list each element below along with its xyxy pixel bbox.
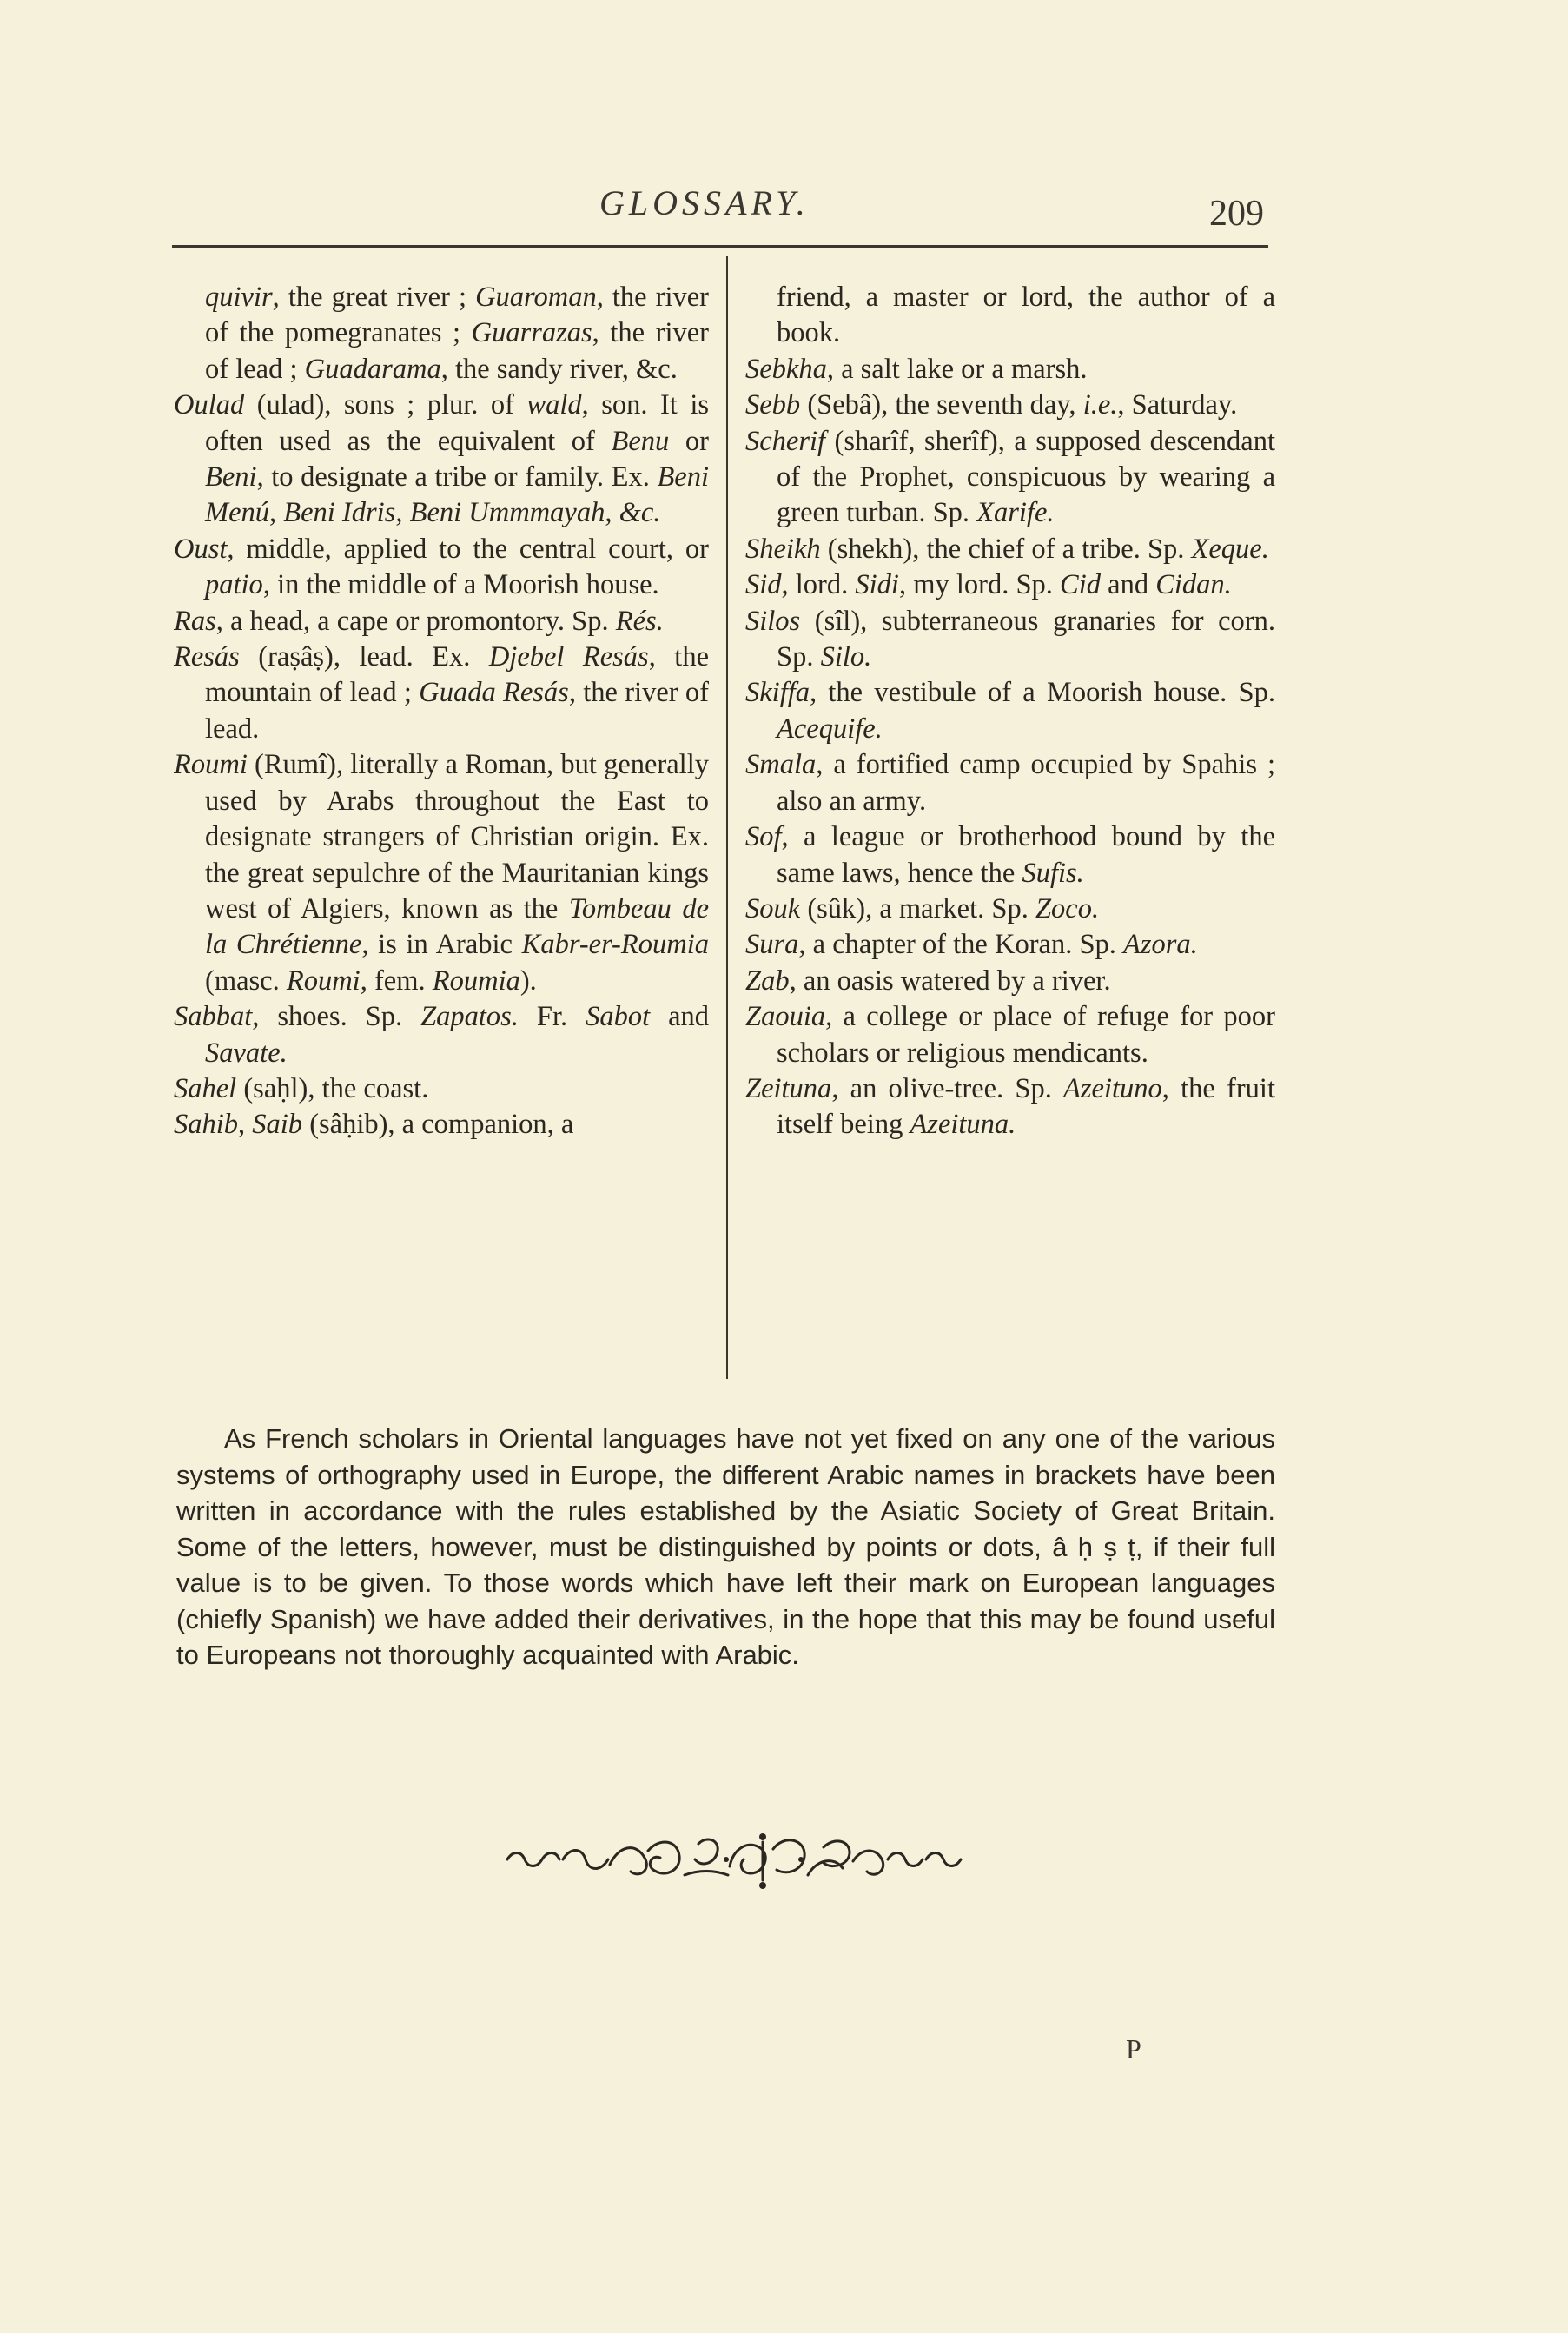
note-paragraph: As French scholars in Oriental languages have not yet fixed on any one of the various systems of orthography used in Europe, the different Arabic names in brackets have been written in accordance with the rules established by the Asiatic Society of Great Britain. Some of the letters, however, must be distinguished by points or dots, â ḥ ṣ ṭ, if their full value is to be given. To those words which have left their mark on European languages (chiefly Spanish) we have added their derivatives, in the hope that this may be found useful to Europeans not thoroughly acquainted with Arabic. [176,1423,1275,1670]
glossary-term: Roumi [286,964,361,997]
glossary-definition: , [605,497,619,529]
glossary-term: Zaouia [745,1001,826,1033]
decorative-flourish [502,1825,968,1894]
glossary-entry [745,567,1275,603]
glossary-term: Resás [174,641,240,673]
glossary-definition: (shekh), the chief of a tribe. Sp. [820,533,1192,565]
glossary-term: Sura [745,929,799,961]
glossary-term: Sid [745,569,782,601]
glossary-term: Roumi [174,749,248,781]
glossary-term: Guadarama [304,353,441,385]
glossary-definition: Fr. [518,1001,586,1033]
glossary-term: Beni Menú [205,461,709,529]
glossary-definition: (Sebâ), the seventh day, [800,389,1083,421]
glossary-definition: , a college or place of refuge for poor scholars or religious mendicants. [777,1001,1275,1069]
glossary-term: Ras [174,605,216,637]
glossary-definition: , an oasis watered by a river. [789,964,1111,997]
page-number: 209 [1209,194,1264,234]
glossary-definition: , the fruit itself being [777,1072,1275,1141]
glossary-entry [745,1071,1275,1143]
glossary-definition: friend, a master or lord, the author of a book. [777,282,1275,349]
glossary-entry [745,352,1275,388]
glossary-term: Savate. [205,1037,288,1069]
glossary-term: Sabbat [174,1001,253,1033]
glossary-entry [174,999,709,1071]
glossary-definition: and [650,1001,710,1033]
glossary-term: Sebkha [745,353,827,385]
glossary-term: Sahel [174,1072,237,1104]
glossary-definition: , a salt lake or a marsh. [826,353,1088,385]
glossary-definition: , the mountain of lead ; [205,641,709,709]
glossary-term: Azeituna. [910,1109,1016,1141]
glossary-definition: ). [519,964,537,997]
glossary-entry [174,1107,709,1143]
glossary-definition: and [1101,569,1156,601]
glossary-definition: , a fortified camp occupied by Spahis ; also an army. [777,749,1275,817]
glossary-term: Sebb [745,389,801,421]
glossary-term: Djebel Resás [488,641,649,673]
glossary-term: Zeituna [745,1072,832,1104]
glossary-entry [745,424,1275,532]
glossary-term: Beni [205,461,257,494]
glossary-term: Oulad [174,389,245,421]
glossary-term: Rés. [615,605,664,637]
glossary-definition: , [238,1109,253,1141]
glossary-entry [745,747,1275,819]
glossary-definition: , a chapter of the Koran. Sp. [798,929,1124,961]
glossary-definition: (sîl), subterraneous granaries for corn. Sp. [777,605,1275,673]
glossary-entry [745,675,1275,747]
glossary-term: Sof [745,821,782,853]
glossary-term: Zoco. [1035,892,1100,925]
glossary-term: Smala [745,749,817,781]
glossary-definition: , the river of lead ; [205,317,709,385]
glossary-entry [174,1071,709,1107]
glossary-term: Oust [174,533,228,565]
glossary-definition: (sâḥib), a companion, a [302,1109,574,1141]
glossary-definition: , the river of the pomegranates ; [205,282,709,349]
glossary-definition: , a head, a cape or promontory. Sp. [215,605,616,637]
glossary-definition: , shoes. Sp. [252,1001,421,1033]
glossary-term: Sufis. [1022,857,1084,889]
glossary-definition: (ulad), sons ; plur. of [244,389,527,421]
glossary-term: &c. [619,497,661,529]
glossary-term: Xeque. [1191,533,1269,565]
glossary-left-column [174,280,709,1143]
glossary-term: patio [205,569,263,601]
glossary-definition: , in the middle of a Moorish house. [262,569,659,601]
glossary-entry [745,964,1275,999]
glossary-term: Zapatos. [420,1001,519,1033]
glossary-definition: , my lord. Sp. [898,569,1061,601]
glossary-entry [745,819,1275,891]
glossary-term: Scherif [745,425,826,457]
glossary-definition: (sharîf, sherîf), a supposed descendant of the Prophet, conspicuous by wearing a green turban. Sp. [777,425,1275,529]
glossary-entry [174,532,709,604]
glossary-entry [174,280,709,388]
glossary-definition: (saḥl), the coast. [236,1072,429,1104]
glossary-definition: or [669,425,709,457]
glossary-entry [745,532,1275,567]
glossary-entry [745,280,1275,352]
glossary-definition: , the river of lead. [205,677,709,745]
glossary-term: Cidan. [1155,569,1232,601]
transliteration-note [176,1421,1275,1674]
glossary-term: Beni Idris [283,497,396,529]
glossary-term: Tombeau de la Chrétienne [205,892,709,961]
glossary-definition: (sûk), a market. Sp. [800,892,1035,925]
glossary-entry [745,388,1275,423]
glossary-term: Sidi [855,569,899,601]
glossary-term: Roumia [432,964,520,997]
glossary-term: Guada Resás [419,677,569,709]
header-rule [172,245,1268,248]
running-title: GLOSSARY. [599,183,810,222]
glossary-term: Beni Ummmayah [409,497,605,529]
glossary-definition: , the great river ; [272,282,476,313]
glossary-entry [745,891,1275,927]
glossary-definition: , the sandy river, &c. [440,353,678,385]
glossary-entry [745,927,1275,963]
glossary-entry [745,999,1275,1071]
glossary-definition: , to designate a tribe or family. Ex. [256,461,658,494]
glossary-term: wald [526,389,582,421]
glossary-term: Cid [1060,569,1102,601]
glossary-term: Sheikh [745,533,821,565]
glossary-definition: , a league or brotherhood bound by the same laws, hence the [777,821,1275,889]
glossary-term: Azeituno [1063,1072,1162,1104]
glossary-definition: , [395,497,410,529]
glossary-term: Benu [611,425,670,457]
glossary-term: Azora. [1123,929,1198,961]
glossary-definition: , middle, applied to the central court, or [227,533,709,565]
glossary-definition: (masc. [205,964,287,997]
signature-mark: P [1126,2033,1141,2065]
glossary-entry [174,388,709,532]
glossary-term: Sahib [174,1109,239,1141]
glossary-term: Zab [745,964,790,997]
column-divider [726,256,728,1379]
glossary-entry [174,640,709,747]
glossary-right-column [745,280,1275,1143]
glossary-term: Souk [745,892,801,925]
glossary-definition: , an olive-tree. Sp. [831,1072,1064,1104]
glossary-definition: (raṣâṣ), lead. Ex. [239,641,489,673]
glossary-definition: , lord. [781,569,856,601]
glossary-definition: , is in Arabic [361,929,522,961]
glossary-term: Silos [745,605,801,637]
glossary-definition: , the vestibule of a Moorish house. Sp. [810,677,1275,709]
glossary-term: Saib [252,1109,303,1141]
glossary-definition: , Saturday. [1117,389,1238,421]
glossary-definition: (Rumî), literally a Roman, but generally used by Arabs throughout the East to designate strangers of Christian origin. Ex. the great sepulchre of the Mauritanian kings west of Algiers, known as the [205,749,709,925]
glossary-definition: , fem. [360,964,433,997]
glossary-entry [174,604,709,640]
glossary-term: Acequife. [777,712,883,745]
glossary-term: i.e. [1082,389,1118,421]
glossary-term: quivir [205,282,273,313]
glossary-term: Sabot [586,1001,651,1033]
glossary-term: Guarrazas [471,317,592,349]
glossary-entry [745,604,1275,676]
glossary-definition: , [269,497,284,529]
glossary-definition: , son. It is often used as the equivalent of [205,389,709,457]
glossary-term: Skiffa [745,677,810,709]
glossary-term: Xarife. [976,497,1055,529]
glossary-term: Silo. [820,641,872,673]
glossary-entry [174,747,709,999]
glossary-term: Kabr-er-Roumia [521,929,709,961]
glossary-term: Guaroman [475,282,597,313]
